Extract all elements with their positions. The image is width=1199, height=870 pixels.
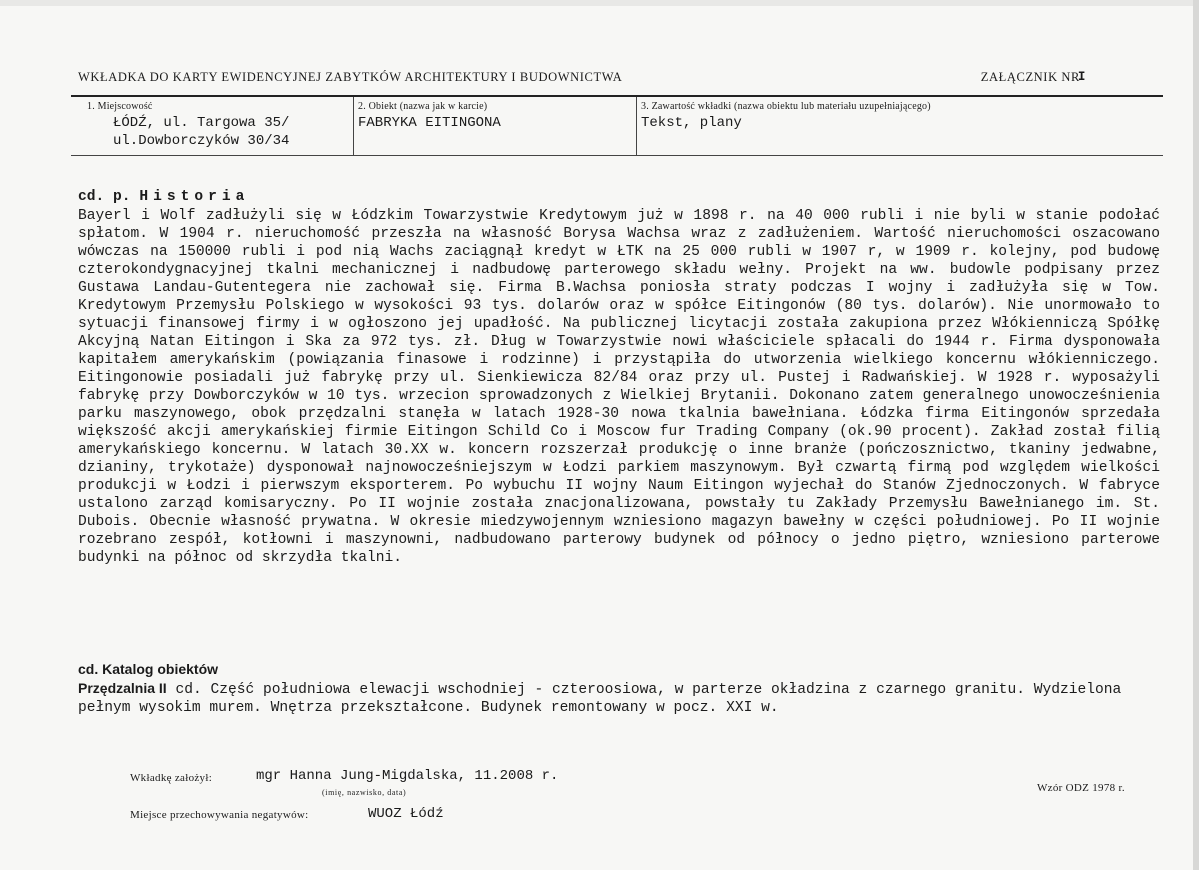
contents-value: Tekst, plany (641, 115, 742, 131)
annex-number: I (1077, 70, 1086, 84)
form-title: WKŁADKA DO KARTY EWIDENCYJNEJ ZABYTKÓW ARCHITEKTURY I BUDOWNICTWA (78, 70, 623, 84)
object-label: 2. Obiekt (nazwa jak w karcie) (358, 101, 488, 112)
scan-right-edge (1193, 0, 1199, 870)
object-field (354, 97, 637, 155)
author-label: Wkładkę założył: (130, 772, 213, 784)
catalog-item-text: cd. Część południowa elewacji wschodniej - czteroosiowa, w parterze okładzina z czarnego granitu. Wydzielona pełnym wysokim murem. Wnętrza przekształcone. Budynek remontowany w pocz. XXI w. (78, 682, 1122, 716)
location-field (71, 97, 354, 155)
history-heading (78, 189, 249, 205)
catalog-item-name: Przędzalnia II (78, 680, 167, 696)
catalog-heading: cd. Katalog obiektów (78, 661, 219, 677)
storage-label: Miejsce przechowywania negatywów: (130, 809, 309, 821)
object-value: FABRYKA EITINGONA (358, 115, 501, 131)
template-note: Wzór ODZ 1978 r. (1037, 782, 1125, 794)
scan-top-edge (0, 0, 1199, 6)
storage-value: WUOZ Łódź (368, 806, 444, 822)
catalog-body (78, 679, 1160, 717)
author-value: mgr Hanna Jung-Migdalska, 11.2008 r. (256, 768, 559, 784)
history-heading-prefix: cd. p. (78, 189, 131, 205)
author-caption: (imię, nazwisko, data) (322, 788, 407, 797)
form-fields-row (71, 95, 1163, 156)
history-heading-word: Historia (139, 189, 250, 205)
history-body: Bayerl i Wolf zadłużyli się w Łódzkim Towarzystwie Kredytowym już w 1898 r. na 40 000 rubli i nie byli w stanie podołać spłatom. W 1904 r. nieruchomość przeszła na własność Borysa Wachsa wraz z zadłużeniem. Wartość nieruchomości oszacowano wówczas na 150000 rubli i pod nią Wachs zaciągnął kredyt w ŁTK na 25 000 rubli w 1907 r, w 1909 r. kolejny, pod budowę czterokondygnacyjnej tkalni mechanicznej i nadbudowę parterowego składu wełny. Projekt na ww. budowle podpisany przez Gustawa Landau-Gutentegera nie zachował się. Firma B.Wachsa poniosła straty podczas I wojny i zadłużyła się w Tow. Kredytowym Przemysłu Polskiego w wysokości 93 tys. dolarów oraz w spółce Eitingonów (80 tys. dolarów). Nie unormowało to sytuacji finansowej firmy i w ogłoszono jej upadłość. Na publicznej licytacji została zakupiona przez Włókienniczą Spółkę Akcyjną Natan Eitingon i Ska za 972 tys. zł. Dług w Towarzystwie nowi właściciele spłacali do 1944 r. Firma dysponowała kapitałem amerykańskim (powiązania finasowe i rodzinne) i przystąpiła do utworzenia wielkiego koncernu włókienniczego. Eitingonowie posiadali już fabrykę przy ul. Sienkiewicza 82/84 oraz przy ul. Pustej i Radwańskiej. W 1928 r. wyposażyli fabrykę przy Dowborczyków w 10 tys. wrzecion sprowadzonych z Wielkiej Brytanii. Dokonano zatem generalnego unowocześnienia parku maszynowego, obok przędzalni stanęła w latach 1928-30 nowa tkalnia bawełniana. Łódzka firma Eitingonów sprzedała większość akcji amerykańskiej firmie Eitingon Schild Co i Moscow fur Trading Company (ok.90 procent). Zakład został filią amerykańskiego koncernu. W latach 30.XX w. koncern rozszerzał produkcję o inne branże (pończosznictwo, tkaniny jedwabne, dzianiny, trykotaże) dysponował najnowocześniejszym w Łodzi parkiem maszynowym. Był czwartą firmą pod względem wielkości produkcji w Łodzi i pierwszym eksporterem. Po wybuchu II wojny Naum Eitingon wyjechał do Stanów Zjednoczonych. W fabryce ustalono zarząd komisaryczny. Po II wojnie została znacjonalizowana, powstały tu Zakłady Przemysłu Bawełnianego im. St. Dubois. Obecnie własność prywatna. W okresie miedzywojennym wzniesiono magazyn bawełny w części południowej. Po II wojnie rozebrano zespół, kotłowni i maszynowni, nadbudowano parterowy budynek od północy o jedno piętro, wzniesiono parterowe budynki na północ od skrzydła tkalni. (78, 208, 1160, 566)
contents-field (637, 97, 1163, 155)
contents-label: 3. Zawartość wkładki (nazwa obiektu lub materiału uzupełniającego) (641, 101, 931, 112)
annex-label: ZAŁĄCZNIK NR (980, 70, 1080, 84)
location-label: 1. Miejscowość (87, 101, 153, 112)
location-value: ŁÓDŹ, ul. Targowa 35/ ul.Dowborczyków 30/34 (113, 115, 290, 149)
